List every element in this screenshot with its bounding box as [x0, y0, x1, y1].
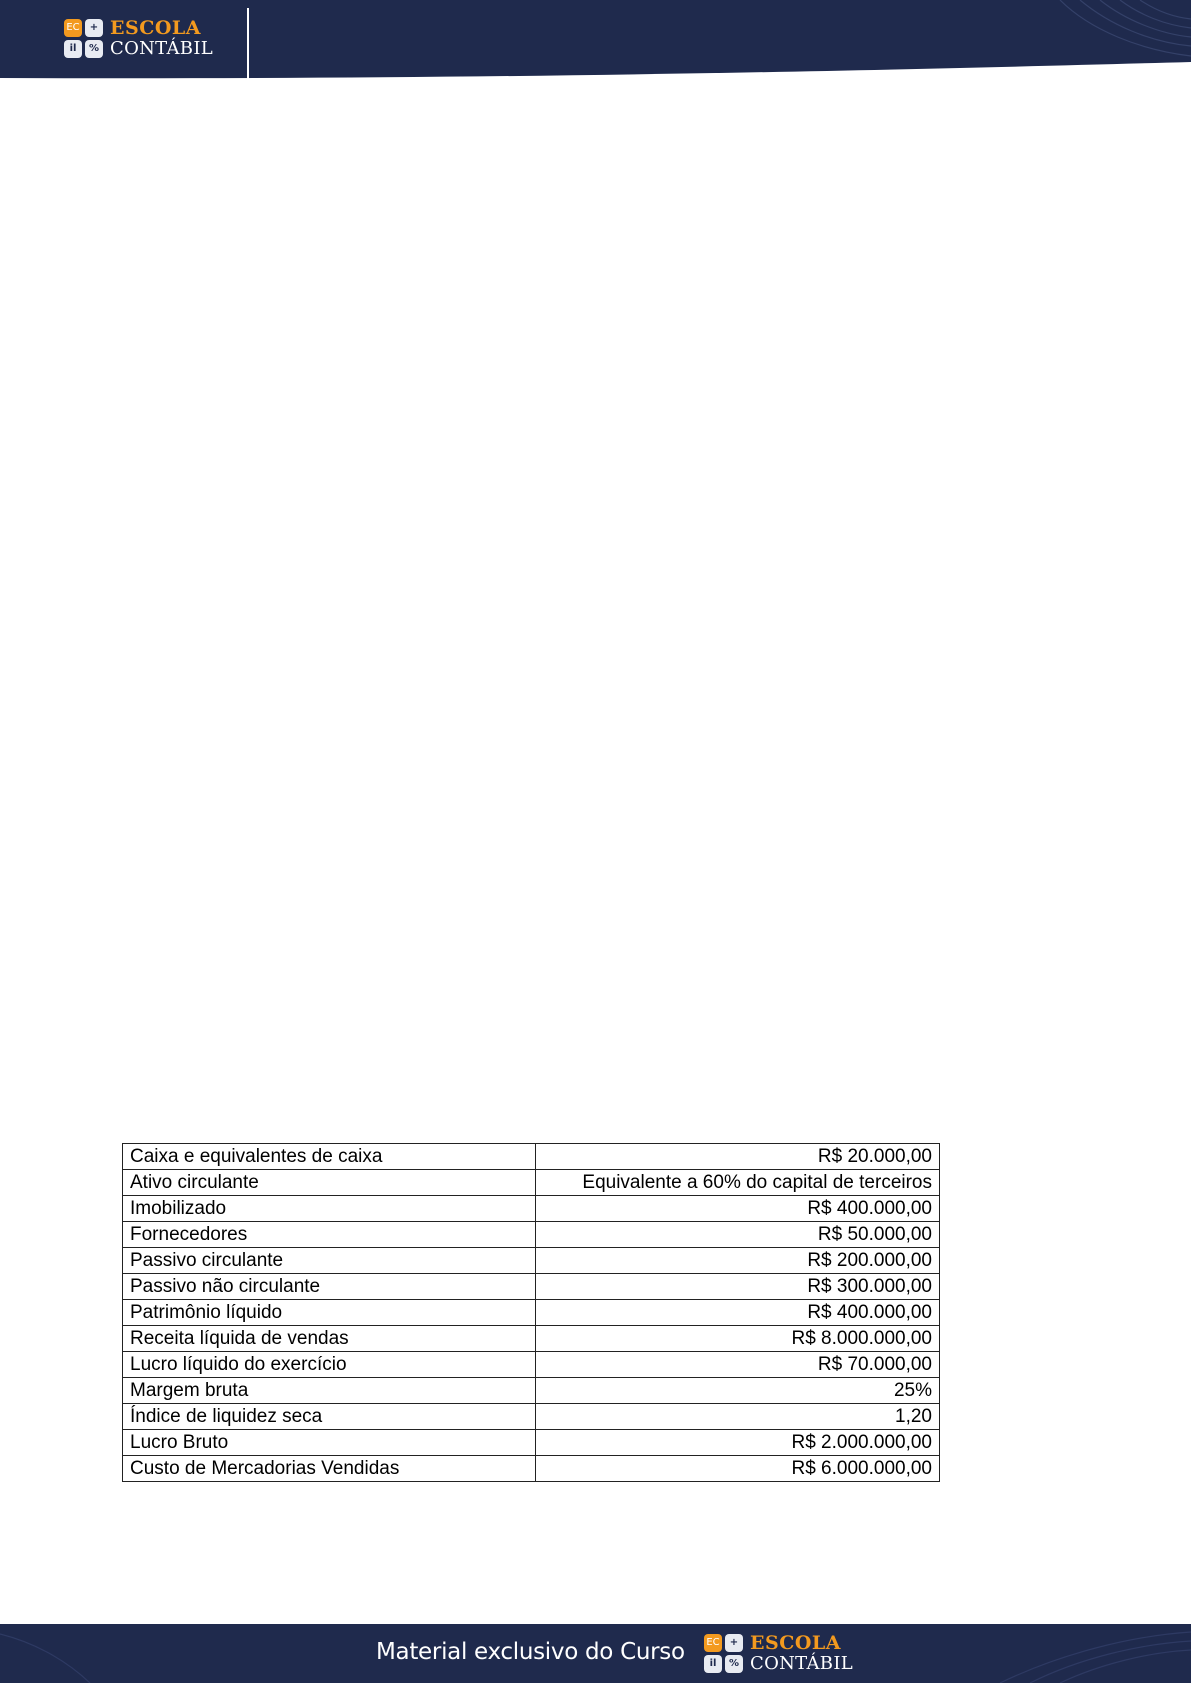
footer-text: Material exclusivo do Curso [376, 1639, 685, 1665]
row-value: 25% [536, 1378, 940, 1404]
row-label: Índice de liquidez seca [123, 1404, 536, 1430]
table-row [123, 1378, 940, 1404]
row-label: Lucro líquido do exercício [123, 1352, 536, 1378]
row-label: Passivo não circulante [123, 1274, 536, 1300]
row-label: Caixa e equivalentes de caixa [123, 1144, 536, 1170]
row-label: Ativo circulante [123, 1170, 536, 1196]
footer-logo-ec-icon: EC [704, 1634, 722, 1652]
row-value: R$ 70.000,00 [536, 1352, 940, 1378]
logo-percent-icon: % [85, 40, 103, 58]
row-label: Passivo circulante [123, 1248, 536, 1274]
row-label: Margem bruta [123, 1378, 536, 1404]
footer-logo-icon-grid [704, 1634, 743, 1673]
footer-logo-word-contabil: CONTÁBIL [750, 1653, 853, 1674]
footer-logo-word-escola: ESCOLA [750, 1632, 841, 1654]
row-value: 1,20 [536, 1404, 940, 1430]
footer-logo-chart-icon: il [704, 1655, 722, 1673]
row-label: Patrimônio líquido [123, 1300, 536, 1326]
header-divider [247, 8, 249, 80]
logo-word-escola: ESCOLA [110, 17, 201, 39]
row-value: R$ 50.000,00 [536, 1222, 940, 1248]
row-value: Equivalente a 60% do capital de terceiros [536, 1170, 940, 1196]
row-value: R$ 400.000,00 [536, 1196, 940, 1222]
footer-logo-percent-icon: % [725, 1655, 743, 1673]
financial-data-table [122, 1143, 940, 1482]
row-value: R$ 2.000.000,00 [536, 1430, 940, 1456]
row-label: Fornecedores [123, 1222, 536, 1248]
row-label: Receita líquida de vendas [123, 1326, 536, 1352]
table-row [123, 1326, 940, 1352]
logo-word-contabil: CONTÁBIL [110, 38, 213, 59]
logo-ec-icon: EC [64, 19, 82, 37]
table-row [123, 1300, 940, 1326]
row-value: R$ 300.000,00 [536, 1274, 940, 1300]
logo-text [110, 19, 213, 58]
table-row [123, 1196, 940, 1222]
row-value: R$ 20.000,00 [536, 1144, 940, 1170]
row-label: Lucro Bruto [123, 1430, 536, 1456]
table-row [123, 1144, 940, 1170]
row-value: R$ 400.000,00 [536, 1300, 940, 1326]
row-value: R$ 6.000.000,00 [536, 1456, 940, 1482]
logo-icon-grid [64, 19, 103, 58]
table-row [123, 1274, 940, 1300]
table-row [123, 1248, 940, 1274]
logo-chart-icon: il [64, 40, 82, 58]
footer-logo-plus-icon: + [725, 1634, 743, 1652]
table-row [123, 1222, 940, 1248]
table-body [123, 1144, 940, 1482]
row-value: R$ 8.000.000,00 [536, 1326, 940, 1352]
header-logo [64, 19, 213, 58]
row-label: Custo de Mercadorias Vendidas [123, 1456, 536, 1482]
logo-plus-icon: + [85, 19, 103, 37]
table-row [123, 1430, 940, 1456]
table-row [123, 1352, 940, 1378]
footer-logo-text [750, 1634, 853, 1673]
page-footer [0, 1624, 1191, 1683]
page-header [0, 0, 1191, 90]
table-row [123, 1170, 940, 1196]
table-row [123, 1404, 940, 1430]
table-row [123, 1456, 940, 1482]
row-label: Imobilizado [123, 1196, 536, 1222]
row-value: R$ 200.000,00 [536, 1248, 940, 1274]
footer-logo [704, 1634, 853, 1673]
